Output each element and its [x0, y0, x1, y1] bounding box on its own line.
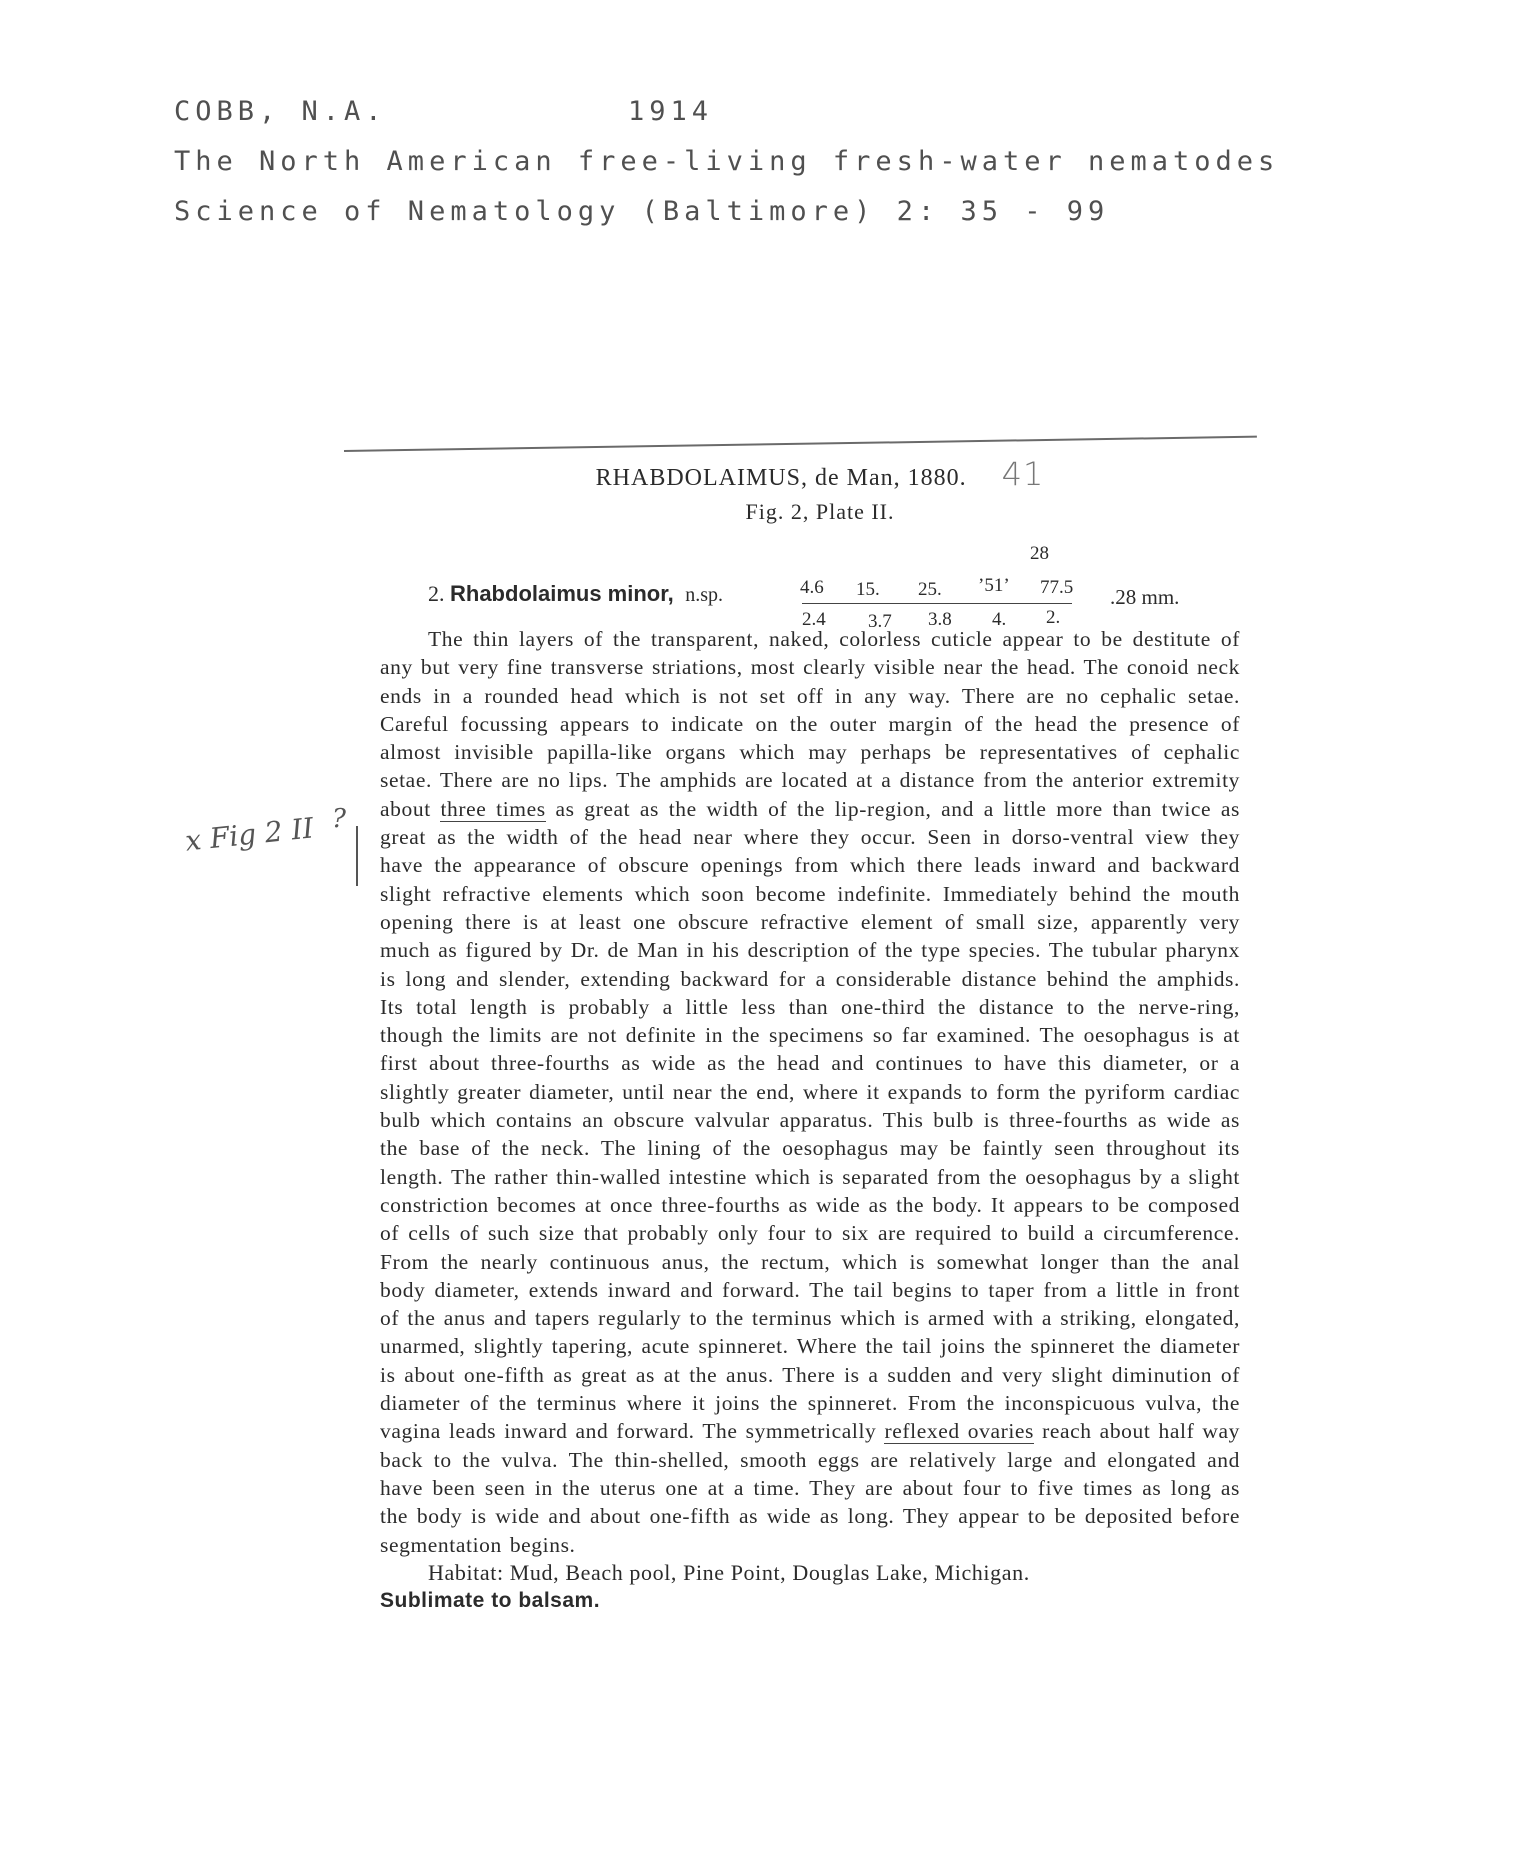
formula-bottom-value: 4. [992, 609, 1007, 630]
description-part: as great as the width of the lip-region, and a little more than twice as great as the width of the head near where they occur. Seen in dorso-ventral view they have the appearance of obscure openings from which there leads inward and backward slight refractive elements which soon become indefinite. Immediately behind the mouth opening there is at least one obscure refractive element of small size, apparently very much as figured by Dr. de Man in his description of the type species. The tubular pharynx is long and slender, extending backward for a considerable distance behind the amphids. Its total length is probably a little less than one-third the distance to the nerve-ring, though the limits are not definite in the specimens so far examined. The oesophagus is at first about three-fourths as wide as the head and continues to have this diameter, or a slightly greater diameter, until near the end, where it expands to form the pyriform cardiac bulb which contains an obscure valvular apparatus. This bulb is three-fourths as wide as the base of the neck. The lining of the oesophagus may be faintly seen throughout its length. The rather thin-walled intestine which is separated from the oesophagus by a slight constriction becomes at once three-fourths as wide as the body. It appears to be composed of cells of such size that probably only four to six are required to build a circumference. From the nearly continuous anus, the rectum, which is somewhat longer than the anal body diameter, extends inward and forward. The tail begins to taper from a little in front of the anus and tapers regularly to the terminus which is armed with a striking, elongated, unarmed, slightly tapering, acute spinneret. Where the tail joins the spinneret the diameter is about one-fifth as great as at the anus. There is a sudden and very slight diminution of diameter of the terminus where it joins the spinneret. From the inconspicuous vulva, the vagina leads inward and forward. The symmetrically [380, 796, 1240, 1444]
measurement-formula [800, 529, 1090, 632]
formula-bottom-value: 3.8 [928, 609, 952, 630]
formula-top-value: 4.6 [800, 577, 824, 598]
section-rule [344, 436, 1257, 452]
margin-question-mark: ? [332, 804, 346, 834]
genus-name: RHABDOLAIMUS, de Man, 1880. [595, 465, 967, 491]
formula-divider [802, 603, 1072, 604]
underlined-phrase: reflexed ovaries [884, 1419, 1035, 1444]
underlined-phrase: three times [440, 796, 546, 821]
description-text [380, 625, 1240, 1559]
formula-bottom-value: 2.4 [802, 609, 826, 630]
species-name: Rhabdolaimus minor, [450, 581, 674, 606]
species-title [428, 581, 723, 607]
handwritten-page-number: 41 [1001, 455, 1045, 493]
genus-heading [400, 455, 1240, 493]
citation-title: The North American free-living fresh-water nematodes [174, 146, 1280, 177]
description-part: The thin layers of the transparent, naked, colorless cuticle appear to be destitute of any but very fine transverse striations, most clearly visible near the head. The conoid neck ends in a rounded head which is not set off in any way. There are no cephalic setae. Careful focussing appears to indicate on the outer margin of the head the presence of almost invisible papilla-like organs which may perhaps be representatives of cephalic setae. There are no lips. The amphids are located at a distance from the anterior extremity about [380, 627, 1240, 821]
formula-top-value: 25. [918, 579, 942, 600]
formula-bottom-value: 3.7 [868, 611, 892, 632]
formula-top-value: 15. [856, 579, 880, 600]
description-paragraph [380, 625, 1240, 1559]
species-status: n.sp. [685, 584, 723, 606]
citation-journal: Science of Nematology (Baltimore) 2: 35 - 99 [174, 196, 1110, 227]
species-header [380, 529, 1240, 632]
total-length: .28 mm. [1110, 585, 1180, 609]
margin-annotation: x Fig 2 II [183, 811, 316, 858]
formula-top-value: 77.5 [1040, 577, 1074, 598]
citation-year: 1914 [628, 96, 714, 127]
description-part: reach about half way back to the vulva. The thin-shelled, smooth eggs are relatively large and elongated and have been seen in the uterus one at a time. They are about four to five times as long as the body is wide and about one-fifth as wide as long. They appear to be deposited before segmentation begins. [380, 1419, 1240, 1557]
formula-superscript: 28 [1030, 543, 1049, 564]
species-number: 2. [428, 581, 445, 606]
citation-author: COBB, N.A. [174, 96, 387, 127]
preparation-note: Sublimate to balsam. [380, 1588, 601, 1612]
habitat-line: Habitat: Mud, Beach pool, Pine Point, Douglas Lake, Michigan. [428, 1559, 1030, 1585]
article-excerpt [380, 455, 1240, 1613]
margin-bracket-line [356, 826, 358, 886]
formula-bottom-value: 2. [1046, 607, 1061, 628]
figure-reference: Fig. 2, Plate II. [745, 499, 895, 524]
formula-top-value: ’51’ [978, 575, 1010, 596]
